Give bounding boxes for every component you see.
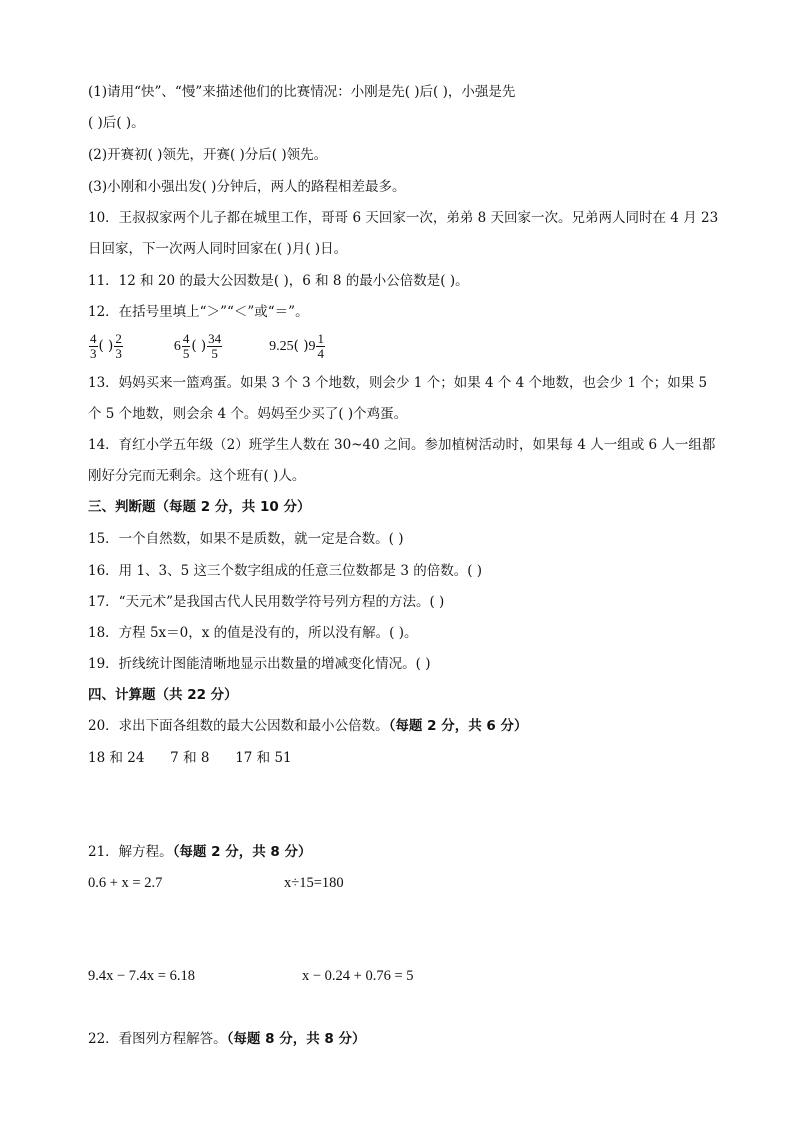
q20-heading (88, 717, 528, 735)
fraction (316, 332, 325, 361)
q21-text: 21．解方程。 (88, 844, 173, 860)
equation-4: x − 0.24 + 0.76 = 5 (302, 968, 414, 984)
q18: 18．方程 5x＝0，x 的值是没有的，所以没有解。( )。 (88, 625, 418, 641)
q21-heading (88, 843, 312, 861)
denominator: 3 (115, 345, 122, 361)
q12-compare-row (88, 328, 326, 364)
answer-blank[interactable]: ( ) (98, 337, 114, 354)
denominator: 3 (90, 345, 97, 361)
fraction (114, 332, 123, 361)
q22-text: 22．看图列方程解答。 (88, 1031, 227, 1047)
q13-line1: 13．妈妈买来一篮鸡蛋。如果 3 个 3 个地数，则会少 1 个；如果 4 个 4 个地数，也会少 1 个；如果 5 (88, 375, 708, 391)
q17: 17．“天元术”是我国古代人民用数学符号列方程的方法。( ) (88, 594, 445, 610)
q22-heading (88, 1030, 366, 1048)
equation-2: x÷15=180 (284, 875, 344, 891)
q14-line2: 刚好分完而无剩余。这个班有( )人。 (88, 468, 306, 484)
q20-text: 20．求出下面各组数的最大公因数和最小公倍数。 (88, 718, 389, 734)
fraction (89, 332, 98, 361)
q9-part3: (3)小刚和小强出发( )分钟后，两人的路程相差最多。 (88, 179, 406, 195)
q16: 16．用 1、3、5 这三个数字组成的任意三位数都是 3 的倍数。( ) (88, 563, 483, 579)
numerator: 4 (182, 330, 190, 346)
q9-part2: (2)开赛初( )领先，开赛( )分后( )领先。 (88, 147, 328, 163)
q21-score: （每题 2 分，共 8 分） (172, 844, 312, 860)
q15: 15．一个自然数，如果不是质数，就一定是合数。( ) (88, 531, 404, 547)
q12-title: 12．在括号里填上“＞”“＜”或“＝”。 (88, 304, 309, 320)
numerator: 4 (90, 330, 97, 346)
q9-part1-line1: (1)请用“快”、“慢”来描述他们的比赛情况：小刚是先( )后( )，小强是先 (88, 84, 516, 100)
q12-item-1 (88, 332, 124, 361)
equation-3: 9.4x − 7.4x = 6.18 (88, 968, 195, 984)
q14-line1: 14．育红小学五年级（2）班学生人数在 30~40 之间。参加植树活动时，如果每 4 人一组或 6 人一组都 (88, 437, 716, 453)
q10-line2: 日回家，下一次两人同时回家在( )月( )日。 (88, 241, 348, 257)
section-3-title: 三、判断题（每题 2 分，共 10 分） (88, 499, 311, 515)
fraction (182, 332, 191, 361)
q20-score: （每题 2 分，共 6 分） (388, 718, 528, 734)
numerator: 2 (115, 330, 122, 346)
equation-1: 0.6 + x = 2.7 (88, 875, 163, 891)
numerator: 1 (317, 330, 324, 346)
q9-part1-line2: ( )后( )。 (88, 115, 145, 131)
q19: 19．折线统计图能清晰地显示出数量的增减变化情况。( ) (88, 656, 431, 672)
section-4-title: 四、计算题（共 22 分） (88, 687, 238, 703)
q22-score: （每题 8 分，共 8 分） (226, 1031, 366, 1047)
whole-number: 6 (173, 338, 181, 354)
decimal-number: 9.25 (269, 338, 294, 354)
answer-blank[interactable]: ( ) (293, 337, 309, 354)
q10-line1: 10．王叔叔家两个儿子都在城里工作，哥哥 6 天回家一次，弟弟 8 天回家一次。兄弟两人同时在 4 月 23 (88, 210, 719, 226)
q20-groups: 18 和 24 7 和 8 17 和 51 (88, 750, 292, 766)
numerator: 34 (208, 330, 222, 346)
q12-item-2 (174, 332, 223, 361)
q12-item-3 (269, 332, 326, 361)
whole-number: 9 (308, 338, 316, 354)
q13-line2: 个 5 个地数，则会余 4 个。妈妈至少买了( )个鸡蛋。 (88, 406, 408, 422)
denominator: 5 (211, 345, 218, 361)
q11: 11．12 和 20 的最大公因数是( )，6 和 8 的最小公倍数是( )。 (88, 273, 469, 289)
denominator: 5 (182, 345, 190, 361)
fraction (207, 332, 222, 361)
denominator: 4 (317, 345, 324, 361)
answer-blank[interactable]: ( ) (191, 337, 207, 354)
